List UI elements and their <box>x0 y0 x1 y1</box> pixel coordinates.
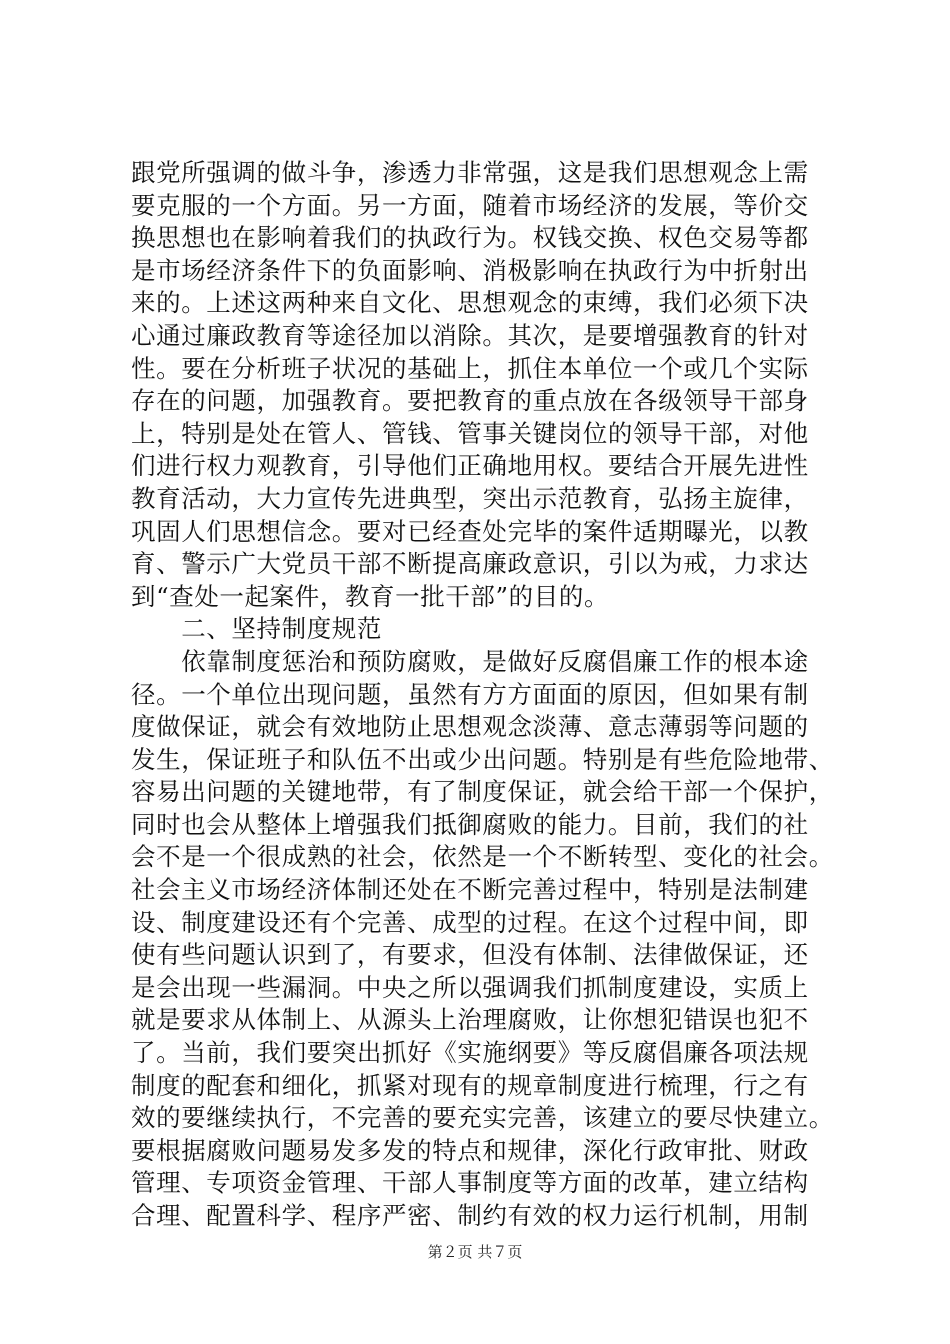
section-heading: 二、坚持制度规范 <box>131 614 382 644</box>
text-line: 存在的问题，加强教育。要把教育的重点放在各级领导干部身 <box>131 386 809 416</box>
text-line: 巩固人们思想信念。要对已经查处完毕的案件适期曝光，以教 <box>131 516 809 546</box>
text-line: 心通过廉政教育等途径加以消除。其次，是要增强教育的针对 <box>131 320 809 350</box>
text-line: 效的要继续执行，不完善的要充实完善，该建立的要尽快建立。 <box>131 1103 834 1133</box>
text-line: 发生，保证班子和队伍不出或少出问题。特别是有些危险地带、 <box>131 744 834 774</box>
text-line: 育、警示广大党员干部不断提高廉政意识，引以为戒，力求达 <box>131 549 809 579</box>
text-line: 容易出问题的关键地带，有了制度保证，就会给干部一个保护， <box>131 777 834 807</box>
text-line: 教育活动，大力宣传先进典型，突出示范教育，弘扬主旋律， <box>131 483 809 513</box>
page-number-footer: 第２页 共７页 <box>427 1243 523 1261</box>
text-line: 们进行权力观教育，引导他们正确地用权。要结合开展先进性 <box>131 451 809 481</box>
text-line: 径。一个单位出现问题，虽然有方方面面的原因，但如果有制 <box>131 679 809 709</box>
text-line: 性。要在分析班子状况的基础上，抓住本单位一个或几个实际 <box>131 353 809 383</box>
text-line: 是会出现一些漏洞。中央之所以强调我们抓制度建设，实质上 <box>131 972 809 1002</box>
text-line: 了。当前，我们要突出抓好《实施纲要》等反腐倡廉各项法规 <box>131 1038 809 1068</box>
text-line: 会不是一个很成熟的社会，依然是一个不断转型、变化的社会。 <box>131 842 834 872</box>
text-line: 依靠制度惩治和预防腐败，是做好反腐倡廉工作的根本途 <box>131 646 809 676</box>
text-line: 合理、配置科学、程序严密、制约有效的权力运行机制，用制 <box>131 1201 809 1230</box>
text-line: 同时也会从整体上增强我们抵御腐败的能力。目前，我们的社 <box>131 809 809 839</box>
text-line: 跟党所强调的做斗争，渗透力非常强，这是我们思想观念上需 <box>131 158 809 187</box>
text-line: 制度的配套和细化，抓紧对现有的规章制度进行梳理，行之有 <box>131 1070 809 1100</box>
document-body <box>131 157 834 1233</box>
text-line: 是市场经济条件下的负面影响、消极影响在执政行为中折射出 <box>131 255 809 285</box>
text-line: 到“查处一起案件，教育一批干部”的目的。 <box>131 581 610 611</box>
text-line: 设、制度建设还有个完善、成型的过程。在这个过程中间，即 <box>131 907 809 937</box>
text-line: 管理、专项资金管理、干部人事制度等方面的改革，建立结构 <box>131 1168 809 1198</box>
text-line: 上，特别是处在管人、管钱、管事关键岗位的领导干部，对他 <box>131 418 809 448</box>
text-line: 要根据腐败问题易发多发的特点和规律，深化行政审批、财政 <box>131 1135 809 1165</box>
text-line: 社会主义市场经济体制还处在不断完善过程中，特别是法制建 <box>131 875 809 905</box>
text-line: 使有些问题认识到了，有要求，但没有体制、法律做保证，还 <box>131 940 809 970</box>
text-line: 来的。上述这两种来自文化、思想观念的束缚，我们必须下决 <box>131 288 809 318</box>
text-line: 要克服的一个方面。另一方面，随着市场经济的发展，等价交 <box>131 190 809 220</box>
text-line: 换思想也在影响着我们的执政行为。权钱交换、权色交易等都 <box>131 223 809 253</box>
text-line: 度做保证，就会有效地防止思想观念淡薄、意志薄弱等问题的 <box>131 712 809 742</box>
text-line: 就是要求从体制上、从源头上治理腐败，让你想犯错误也犯不 <box>131 1005 809 1035</box>
